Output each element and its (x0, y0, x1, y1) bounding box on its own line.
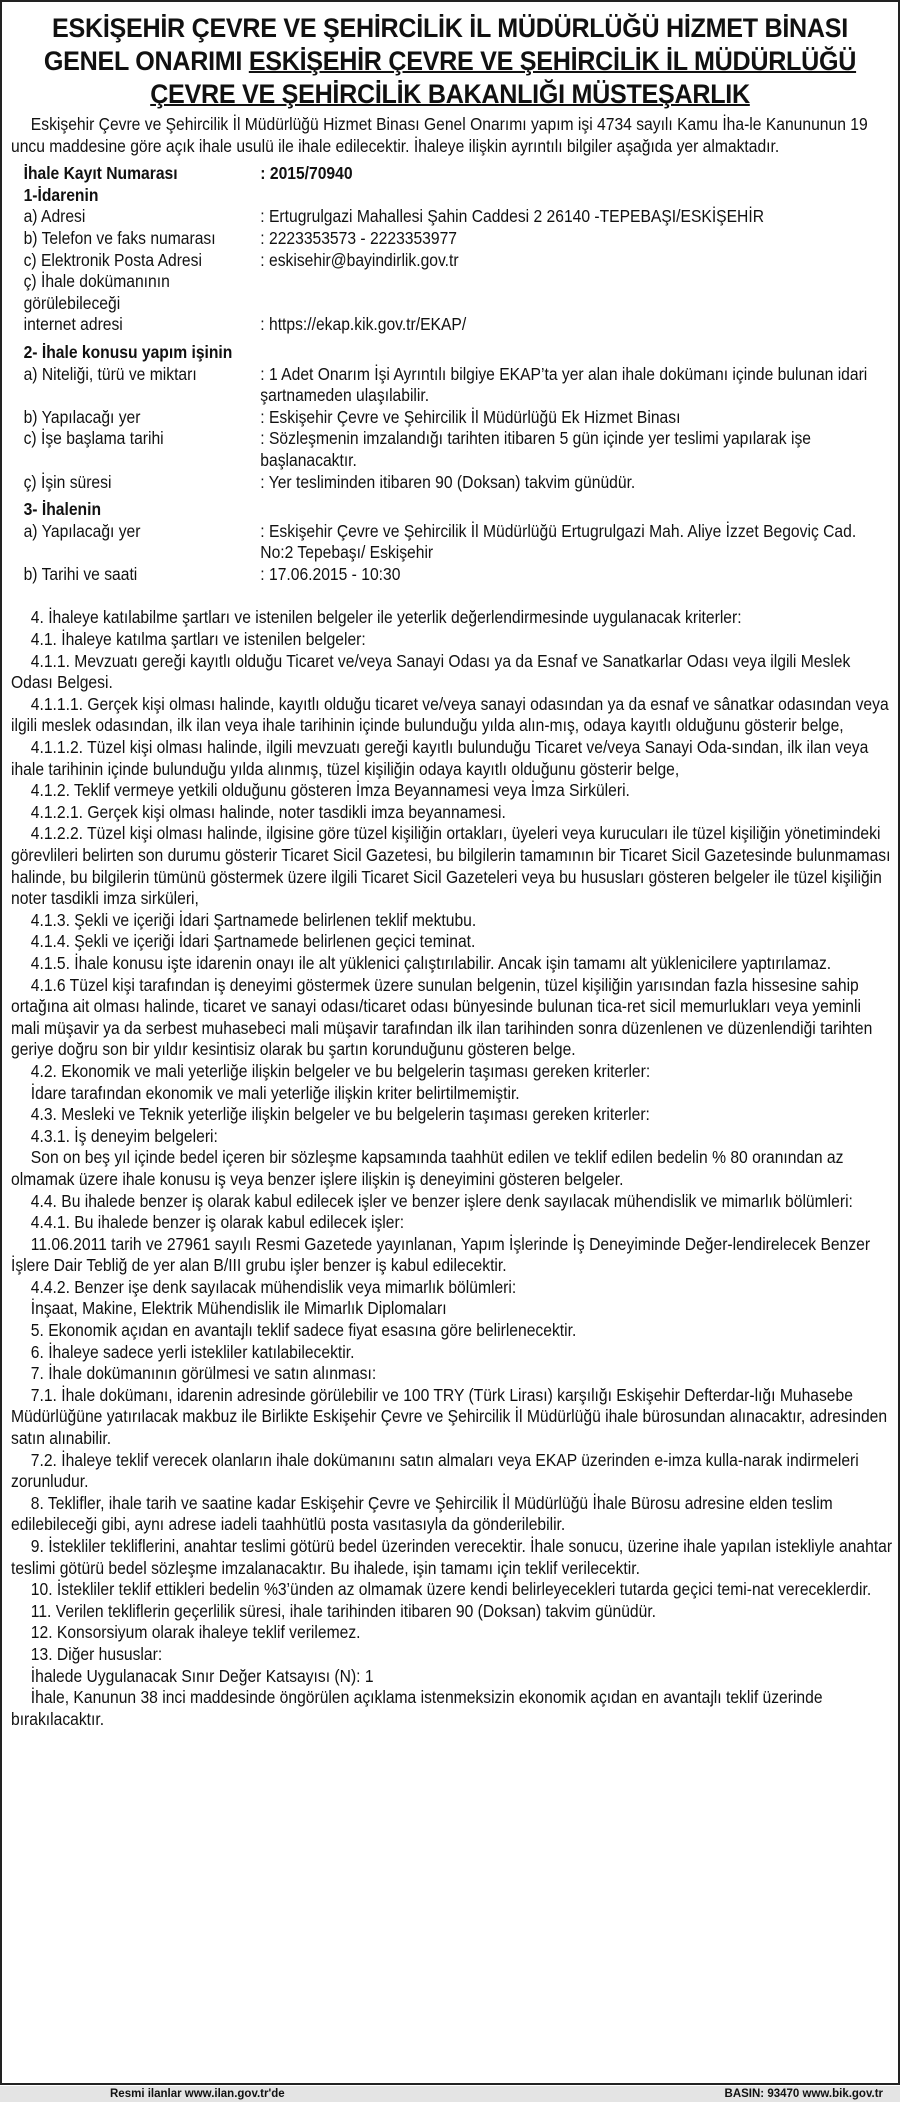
info-label: a) Yapılacağı yer (23, 520, 141, 541)
condition-paragraph: 4.1.2. Teklif vermeye yetkili olduğunu gösteren İmza Beyannamesi veya İmza Sirküleri. (30, 780, 630, 801)
info-row (11, 428, 893, 471)
condition-paragraph: İhalede Uygulanacak Sınır Değer Katsayısı (N): 1 (30, 1665, 374, 1686)
info-row (11, 364, 893, 407)
condition-paragraph: 4.1.6 Tüzel kişi tarafından iş deneyimi göstermek üzere sunulan belgenin, tüzel kişiliğin yarısından fazla hissesine sahip ortağına ait olması halinde, ticaret ve sanayi odası/ticaret odası bünyesinde bulunan tica-ret sicil memurlukları veya yeminli mali müşavir ya da serbest muhasebeci mali müşavir tarafından ilk ilan tarihinden sonra düzenlenen ve düzenlendiği tarihten geriye doğru son bir yıldır kesintisiz olarak bu şartın korunduğunu gösteren belge. (11, 974, 873, 1060)
condition-paragraph: 4.3. Mesleki ve Teknik yeterliğe ilişkin belgeler ve bu belgelerin taşıması gereken kriterler: (30, 1104, 650, 1125)
info-label: ç) İhale dokümanının görülebileceği (23, 271, 170, 313)
condition-paragraph: Son on beş yıl içinde bedel içeren bir sözleşme kapsamında taahhüt edilen ve teklif edilen bedelin % 80 oranından az olmamak üzere ihale konusu iş veya benzer işlere ilişkin iş deneyimini gösteren belgeler. (11, 1147, 844, 1189)
condition-paragraph: 9. İstekliler tekliflerini, anahtar teslimi götürü bedel üzerinden verecektir. İhale sonucu, üzerine ihale yapılan istekliyle anahtar teslimi götürü bedel sözleşme imzalanacaktır. Bu ihalede, işin tamamı için teklif verilecektir. (11, 1536, 893, 1578)
info-label: a) Adresi (23, 206, 86, 227)
section-3-rows (11, 521, 893, 586)
info-value: : Ertugrulgazi Mahallesi Şahin Caddesi 2 26140 -TEPEBAŞI/ESKİŞEHİR (260, 206, 765, 227)
title-line-2-underlined: ESKİŞEHİR ÇEVRE VE ŞEHİRCİLİK İL MÜDÜRLÜĞÜ (248, 46, 857, 76)
info-value: : Eskişehir Çevre ve Şehircilik İl Müdürlüğü Ertugrulgazi Mah. Aliye İzzet Begoviç Cad. No:2 Tepebaşı/ Eskişehir (260, 520, 857, 563)
info-value (260, 271, 893, 314)
info-value: : Yer tesliminden itibaren 90 (Doksan) takvim günüdür. (260, 471, 636, 492)
info-value: : 1 Adet Onarım İşi Ayrıntılı bilgiye EKAP’ta yer alan ihale dokümanı içinde bulunan idari şartnameden ulaşılabilir. (260, 363, 868, 406)
title-line-2-plain: GENEL ONARIMI (43, 46, 249, 76)
info-row (11, 472, 893, 494)
condition-paragraph: 4.4.1. Bu ihalede benzer iş olarak kabul edilecek işler: (30, 1212, 405, 1233)
condition-paragraph: 4.1.2.1. Gerçek kişi olması halinde, noter tasdikli imza beyannamesi. (30, 801, 506, 822)
condition-paragraph: 4. İhaleye katılabilme şartları ve istenilen belgeler ile yeterlik değerlendirmesinde uygulanacak kriterler: (30, 607, 742, 628)
condition-paragraph: 6. İhaleye sadece yerli istekliler katılabilecektir. (30, 1341, 355, 1362)
info-row (11, 564, 893, 586)
condition-paragraph: 5. Ekonomik açıdan en avantajlı teklif sadece fiyat esasına göre belirlenecektir. (30, 1320, 577, 1341)
condition-paragraph: 4.1. İhaleye katılma şartları ve istenilen belgeler: (30, 629, 366, 650)
condition-paragraph: 4.4.2. Benzer işe denk sayılacak mühendislik veya mimarlık bölümleri: (30, 1276, 517, 1297)
condition-paragraph: İdare tarafından ekonomik ve mali yeterliğe ilişkin kriter belirtilmemiştir. (30, 1082, 520, 1103)
info-label: b) Yapılacağı yer (23, 406, 141, 427)
info-value: : Sözleşmenin imzalandığı tarihten itibaren 5 gün içinde yer teslimi yapılarak işe başlanacaktır. (260, 428, 811, 470)
condition-paragraph: 10. İstekliler teklif ettikleri bedelin %3’ünden az olmamak üzere kendi belirleyecekleri tutarda geçici temi-nat vereceklerdir. (30, 1579, 872, 1600)
conditions-list (11, 607, 893, 1730)
condition-paragraph: 13. Diğer hususlar: (30, 1643, 163, 1664)
footer-left-text: Resmi ilanlar www.ilan.gov.tr'de (110, 2088, 285, 2100)
condition-paragraph: İnşaat, Makine, Elektrik Mühendislik ile Mimarlık Diplomaları (30, 1298, 447, 1319)
section-2-heading: 2- İhale konusu yapım işinin (23, 341, 233, 362)
info-label: internet adresi (23, 314, 123, 335)
announcement-body (11, 114, 893, 1730)
condition-paragraph: 4.1.1. Mevzuatı gereği kayıtlı olduğu Ticaret ve/veya Sanayi Odası ya da Esnaf ve Sanatkarlar Odası veya ilgili Meslek Odası Belgesi. (11, 650, 851, 693)
section-2-rows (11, 364, 893, 494)
footer-right-text: BASIN: 93470 www.bik.gov.tr (724, 2088, 883, 2100)
condition-paragraph: 7. İhale dokümanının görülmesi ve satın alınması: (30, 1363, 377, 1384)
registry-row (11, 163, 893, 185)
info-row (11, 206, 893, 228)
announcement-title (33, 12, 866, 111)
info-row (11, 407, 893, 429)
title-line-3-underlined: ÇEVRE VE ŞEHİRCİLİK BAKANLIĞI MÜSTEŞARLIK (150, 79, 750, 109)
info-row (11, 228, 893, 250)
info-label: ç) İşin süresi (23, 471, 112, 492)
condition-paragraph: 4.1.1.1. Gerçek kişi olması halinde, kayıtlı olduğu ticaret ve/veya sanayi odasından ya da esnaf ve sânatkar odasından veya ilgili meslek odasından, ilk ilan veya ihale tarihinin içinde bulunduğu yılda alın-mış, odaya kayıtlı olduğunu gösterir belge, (11, 693, 889, 736)
registry-value: : 2015/70940 (260, 163, 353, 184)
section-1-rows (11, 206, 893, 336)
info-value: : Eskişehir Çevre ve Şehircilik İl Müdürlüğü Ek Hizmet Binası (260, 406, 681, 427)
condition-paragraph: 4.4. Bu ihalede benzer iş olarak kabul edilecek işler ve benzer işlere denk sayılacak mühendislik ve mimarlık bölümleri: (30, 1190, 853, 1211)
condition-paragraph: 11. Verilen tekliflerin geçerlilik süresi, ihale tarihinden itibaren 90 (Doksan) takvim günüdür. (30, 1600, 657, 1621)
condition-paragraph: 7.1. İhale dokümanı, idarenin adresinde görülebilir ve 100 TRY (Türk Lirası) karşılığı Eskişehir Defterdar-lığı Muhasebe Müdürlüğüne yatırılacak makbuz ile Birlikte Eskişehir Çevre ve Şehircilik İl Müdürlüğü ihale bürosundan alınacaktır, adresinden satın alınabilir. (11, 1384, 888, 1449)
condition-paragraph: İhale, Kanunun 38 inci maddesinde öngörülen açıklama istenmeksizin ekonomik açıdan en avantajlı teklif üzerinde bırakılacaktır. (11, 1687, 823, 1729)
info-value: : 17.06.2015 - 10:30 (260, 563, 401, 584)
condition-paragraph: 4.2. Ekonomik ve mali yeterliğe ilişkin belgeler ve bu belgelerin taşıması gereken kriterler: (30, 1060, 651, 1081)
info-label: c) Elektronik Posta Adresi (23, 249, 202, 270)
intro-paragraph: Eskişehir Çevre ve Şehircilik İl Müdürlüğü Hizmet Binası Genel Onarımı yapım işi 4734 sayılı Kamu İha-le Kanununun 19 uncu maddesine göre açık ihale usulü ile ihale edilecektir. İhaleye ilişkin ayrıntılı bilgiler aşağıda yer almaktadır. (11, 114, 868, 156)
info-value: : eskisehir@bayindirlik.gov.tr (260, 249, 459, 270)
condition-paragraph: 12. Konsorsiyum olarak ihaleye teklif verilemez. (30, 1622, 361, 1643)
registry-label: İhale Kayıt Numarası (23, 163, 178, 184)
section-3-heading: 3- İhalenin (23, 499, 102, 520)
footer-bar (0, 2086, 900, 2102)
info-label: b) Tarihi ve saati (23, 563, 138, 584)
condition-paragraph: 4.1.2.2. Tüzel kişi olması halinde, ilgisine göre tüzel kişiliğin ortakları, üyeleri veya kurucuları ile tüzel kişiliğin yönetimindeki görevlileri belirten son durumu gösterir Ticaret Sicil Gazetesi, bu bilgilerin tamamının bir Ticaret Sicil Gazetesinde bulunmaması halinde, bu bilgilerin tümünü göstermek üzere ilgili Ticaret Sicil Gazeteleri veya bu hususları gösteren belgeler ile tüzel kişiliğin noter tasdikli imza sirküleri, (11, 823, 891, 909)
info-row (11, 250, 893, 272)
info-value: : 2223353573 - 2223353977 (260, 227, 458, 248)
info-label: b) Telefon ve faks numarası (23, 227, 216, 248)
condition-paragraph: 4.1.3. Şekli ve içeriği İdari Şartnamede belirlenen teklif mektubu. (30, 909, 477, 930)
section-1-heading: 1-İdarenin (23, 184, 99, 205)
info-row (11, 521, 893, 564)
condition-paragraph: 4.1.5. İhale konusu işte idarenin onayı ile alt yüklenici çalıştırılabilir. Ancak işin tamamı alt yüklenicilere yaptırılamaz. (30, 952, 832, 973)
condition-paragraph: 7.2. İhaleye teklif verecek olanların ihale dokümanını satın almaları veya EKAP üzerinden e-imza kulla-narak indirmeleri zorunludur. (11, 1449, 859, 1492)
condition-paragraph: 11.06.2011 tarih ve 27961 sayılı Resmi Gazetede yayınlanan, Yapım İşlerinde İş Deneyiminde Değer-lendirelecek Benzer İşlere Dair Tebliğ de yer alan B/III grubu işler benzer iş kabul edilecektir. (11, 1233, 871, 1276)
info-value: : https://ekap.kik.gov.tr/EKAP/ (260, 314, 467, 335)
condition-paragraph: 4.3.1. İş deneyim belgeleri: (30, 1125, 218, 1146)
condition-paragraph: 8. Teklifler, ihale tarih ve saatine kadar Eskişehir Çevre ve Şehircilik İl Müdürlüğü İhale Bürosu adresine elden teslim edilebileceği gibi, aynı adrese iadeli taahhütlü posta vasıtasıyla da gönderilebilir. (11, 1492, 833, 1535)
info-label: a) Niteliği, türü ve miktarı (23, 363, 197, 384)
condition-paragraph: 4.1.4. Şekli ve içeriği İdari Şartnamede belirlenen geçici teminat. (30, 931, 476, 952)
title-line-2 (33, 45, 866, 78)
info-label: c) İşe başlama tarihi (23, 428, 164, 449)
info-row (11, 271, 893, 314)
title-line-3 (33, 78, 866, 111)
title-line-1: ESKİŞEHİR ÇEVRE VE ŞEHİRCİLİK İL MÜDÜRLÜĞÜ HİZMET BİNASI (52, 13, 848, 43)
condition-paragraph: 4.1.1.2. Tüzel kişi olması halinde, ilgili mevzuatı gereği kayıtlı bulunduğu Ticaret ve/veya Sanayi Oda-sından, ilk ilan veya ihale tarihinin içinde bulunduğu yılda alınmış, tüzel kişiliğin odaya kayıtlı olduğunu gösterir belge, (11, 737, 869, 779)
info-row (11, 314, 893, 336)
